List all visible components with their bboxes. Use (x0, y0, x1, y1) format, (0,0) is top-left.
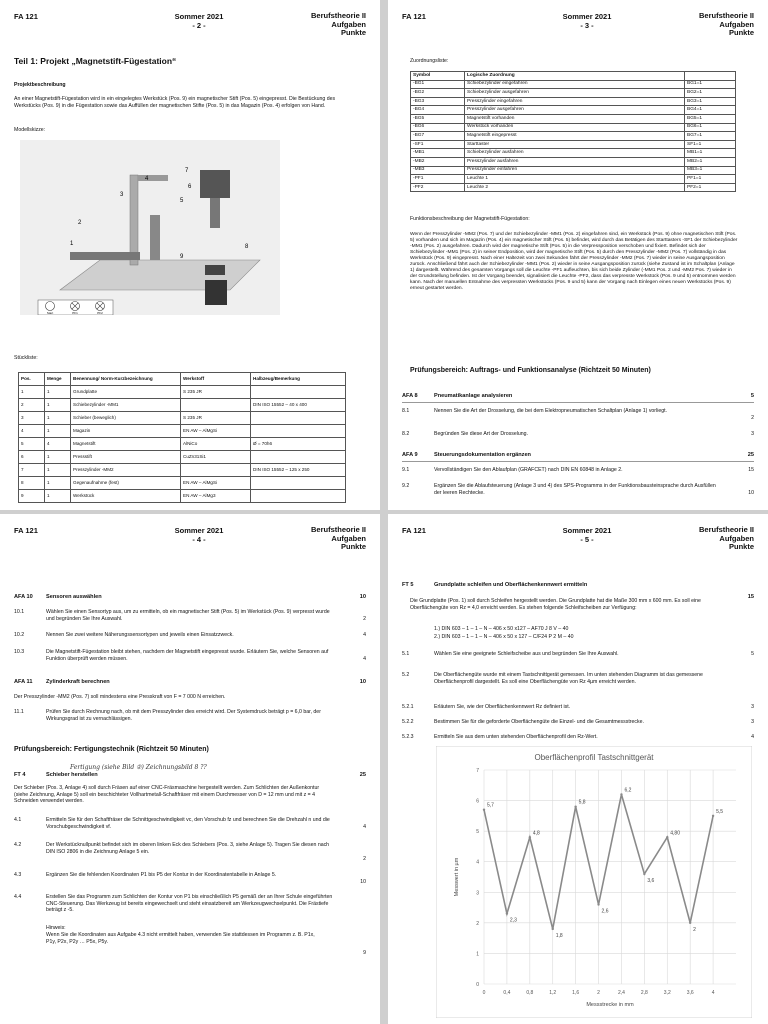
assignment-cell-value: BG1=1 (685, 80, 736, 89)
pos-label-8: 8 (245, 244, 249, 250)
pos-label-6: 6 (188, 184, 192, 190)
subject: Berufstheorie II (310, 11, 366, 20)
points-label: Punkte (728, 542, 754, 552)
ft5-heading: FT 5 Grundplatte schleifen und Oberflächenkennwert ermitteln 15 (402, 582, 754, 600)
page-number: - 3 - (580, 21, 594, 31)
page-3: FA 121 Sommer 2021 - 3 - Berufstheorie II Aufgaben Punkte Zuordnungsliste: Symbol Logische Zuordnung -BG1 Schiebezylinder eingefahren BG1=1 -BG2 Schiebezylinder ausgefahren BG2=1 -BG3 Presszylinder eingefahren BG3=1 -BG4 Presszylinder ausgefahren BG4=1 -BG5 Magnetstift vorhanden BG5=1 -BG6 Werkstück vorhanden BG6=1 -BG7 Magnetstift eingepresst BG7=1 -SF1 Starttaster SF1=1 -MB1 Schiebezylinder ausfahren MB1=1 -MB2 Presszylinder ausfahren MB2=1 -MB3 Presszylinder einfahren MB3=1 -PF1 Leuchte 1 PF1=1 -PF2 Leuchte 2 PF2=1 Funktionsbeschreibung der Magnetstift-Fügestation: Wenn der Presszylinder -MM2 (Pos. 7) und der Schiebezylinder -MM1 (Pos. 2) eingefahren sind, ein Werkstück (Pos. 9) ohne magnetischen Stift (Pos. 5) vorhanden und sich im Magazin (Pos. 4) ein magnetischer Stift (Pos. 5) befindet, wird durch das Betätigen des Starttasters -SF1 der Schiebezylinder -MM1 (Pos. 2) ausgefahren. Dadurch wird der magnetische Stift (Pos. 5) in die Verpressposition verschoben und fixiert. Befindet sich der Schiebezylinder -MM1 (Pos. 2) in seiner Endposition, wird der magnetische Stift (Pos. 5) durch den Presszylinder -MM2 (Pos. 7) vollständig in das Werkstück (Pos. 9) eingepresst. Nach einer Haltezeit von zwei Sekunden fährt der Presszylinder -MM2 (Pos. 7) wieder in seine Ausgangsposition zurück. Anschließend fährt auch der Schiebezylinder -MM1 (Pos. 2) wieder in seine Ausgangsposition zurück (siehe Zustand ist im Schaltplan (Anlage 1) dargestellt. Während des gesamten Vorgangs soll die Leuchte -PF1 aufleuchten, bis sich beide Zylinder (-MM1 Pos. 2 und -MM2 Pos. 7) wieder in der Grundstellung befinden. Ist der Vorgang beendet, signalisiert die Leuchte -PF2, dass das verpresste Werkstück (Pos. 9 und 5) entnommen werden kann. Nach der manuellen Entnahme des verpressten Werkstücks (Pos. 9 und 5) kann der Vorgang nach Einlegen eines neuen Werkstücks (Pos. 9) erneut gestartet werden. Prüfungsbereich: Auftrags- und Funktionsanalyse (Richtzeit 50 Minuten) AFA 8 Pneumatikanlage analysieren 5 8.1 Nennen Sie die Art der Drosselung, die bei dem Elektropneumatischen Schaltplan (Anlage 1) vorliegt. 2 8.2 Begründen Sie diese Art der Drosselung. 3 AFA 9 Steuerungsdokumentation ergänzen 25 9.1 Vervollständigen Sie den Ablaufplan (GRAFCET) nach DIN EN 60848 in Anlage 2. 15 9.2 Ergänzen Sie die Ablaufsteuerung (Anlage 3 und 4) des SPS-Programms in der Funktionsbausteinsprache durch Ausfüllen der leeren Rechtecke. 10 (388, 0, 768, 510)
parts-row (19, 425, 346, 438)
season: Sommer 2021 (562, 12, 612, 21)
data-label: 4,8 (532, 830, 540, 837)
assignment-cell-symbol: -BG2 (411, 89, 465, 98)
assignment-cell-value: BG3=1 (685, 97, 736, 106)
col-qty: Menge (45, 373, 71, 386)
parts-cell-name: Schiebezylinder -MM1 (71, 399, 181, 412)
pos-label-1: 1 (70, 241, 74, 247)
parts-cell-name: Magazin (71, 425, 181, 438)
part-title: Teil 1: Projekt „Magnetstift-Fügestation“ (14, 56, 177, 66)
assignment-cell-value: MB1=1 (685, 149, 736, 158)
parts-cell-name: Gegenaufnahme (fest) (71, 477, 181, 490)
page-number: - 5 - (580, 535, 594, 545)
panel-label-pf1: PF1 (72, 311, 78, 315)
subject: Berufstheorie II (310, 525, 366, 534)
assignment-row (411, 132, 736, 141)
points-label: Punkte (728, 28, 754, 38)
col-symbol: Symbol (411, 72, 465, 81)
page-2 (0, 0, 380, 510)
subject: Berufstheorie II (698, 11, 754, 20)
assignment-row (411, 183, 736, 192)
afa10-heading: AFA 10 Sensoren auswählen 10 (14, 594, 366, 600)
parts-cell-pos: 7 (19, 464, 45, 477)
parts-cell-material: EN AW – AlMgSi (181, 477, 251, 490)
data-point (483, 809, 485, 811)
data-label: 4,80 (670, 830, 681, 837)
pos-label-4: 4 (145, 176, 149, 182)
assignment-row (411, 89, 736, 98)
x-tick-label: 1,6 (572, 990, 580, 996)
y-tick-label: 5 (476, 829, 479, 836)
data-point (712, 815, 714, 817)
parts-header-row (19, 373, 346, 386)
parts-cell-remark (251, 386, 346, 399)
data-label: 5,8 (578, 799, 586, 806)
col-value (685, 72, 736, 81)
hint-text: Wenn Sie die Koordinaten aus Aufgabe 4.3 nicht ermittelt haben, verwenden Sie stattdessen im Programm z. B. P1x, P1y, P2x, P2y … P5x, P5y. (46, 932, 315, 945)
data-label: 2,6 (601, 908, 609, 915)
parts-cell-remark (251, 451, 346, 464)
parts-cell-material: S 235 JR (181, 412, 251, 425)
y-tick-label: 0 (476, 982, 479, 988)
y-tick-label: 1 (476, 951, 479, 958)
parts-cell-material (181, 399, 251, 412)
page-header (402, 12, 754, 42)
assignment-cell-assignment: Magnetstift vorhanden (465, 114, 685, 123)
season: Sommer 2021 (174, 526, 224, 535)
assignment-cell-assignment: Starttaster (465, 140, 685, 149)
assignment-cell-symbol: -BG4 (411, 106, 465, 115)
y-tick-label: 2 (476, 920, 479, 927)
doc-type: Aufgaben (719, 533, 754, 543)
parts-row (19, 451, 346, 464)
assignment-cell-assignment: Presszylinder ausfahren (465, 157, 685, 166)
parts-cell-pos: 2 (19, 399, 45, 412)
y-tick-label: 3 (476, 890, 479, 897)
pos-label-2: 2 (78, 220, 82, 226)
x-axis-label: Messstrecke in mm (586, 1002, 634, 1008)
points-label: Punkte (340, 28, 366, 38)
assignment-cell-value: BG6=1 (685, 123, 736, 132)
assignment-cell-symbol: -BG6 (411, 123, 465, 132)
data-label: 6,2 (624, 787, 632, 794)
course-code: FA 121 (14, 12, 38, 21)
data-label: 5,7 (487, 802, 494, 809)
assignment-table (410, 71, 736, 192)
assignment-cell-symbol: -BG7 (411, 132, 465, 141)
parts-row (19, 386, 346, 399)
assignment-cell-symbol: -BG1 (411, 80, 465, 89)
pos-label-7: 7 (185, 168, 189, 174)
parts-cell-material: EN AW – AlMg3 (181, 490, 251, 503)
exam-area: Prüfungsbereich: Auftrags- und Funktionsanalyse (Richtzeit 50 Minuten) (410, 367, 651, 374)
parts-cell-qty: 1 (45, 451, 71, 464)
counter-fixture (205, 280, 227, 305)
parts-cell-material: EN AW – AlMgSi (181, 425, 251, 438)
pos-label-3: 3 (120, 192, 124, 198)
assignment-cell-assignment: Schiebezylinder ausgefahren (465, 89, 685, 98)
press-rod (210, 198, 220, 228)
data-point (574, 805, 576, 807)
panel-label-pf2: PF2 (97, 311, 103, 315)
col-remark: Halbzeug/Bemerkung (251, 373, 346, 386)
x-tick-label: 2,4 (617, 990, 625, 996)
page-number: - 4 - (192, 535, 206, 545)
parts-cell-qty: 1 (45, 412, 71, 425)
assignment-cell-value: MB3=1 (685, 166, 736, 175)
model-sketch (20, 140, 280, 315)
page-number: - 2 - (192, 21, 206, 31)
parts-cell-qty: 1 (45, 477, 71, 490)
parts-row (19, 399, 346, 412)
x-tick-label: 0,8 (526, 990, 534, 996)
assignment-cell-symbol: -MB2 (411, 157, 465, 166)
surface-profile-chart (436, 746, 752, 1018)
doc-type: Aufgaben (331, 533, 366, 543)
parts-table (18, 372, 346, 503)
parts-cell-name: Grundplatte (71, 386, 181, 399)
assignment-cell-value: SF1=1 (685, 140, 736, 149)
assignment-cell-symbol: -SF1 (411, 140, 465, 149)
assignment-row (411, 140, 736, 149)
assignment-cell-symbol: -PF2 (411, 183, 465, 192)
parts-row (19, 490, 346, 503)
assignment-cell-assignment: Schiebezylinder ausfahren (465, 149, 685, 158)
data-label: 3,6 (647, 877, 655, 884)
x-tick-label: 2,8 (640, 990, 648, 996)
y-tick-label: 4 (476, 859, 479, 866)
season: Sommer 2021 (174, 12, 224, 21)
season: Sommer 2021 (562, 526, 612, 535)
x-tick-label: 3,2 (663, 990, 671, 996)
wheel-option-1: 1.) DIN 603 – 1 – 1 – N – 406 x 50 x127 – AF70 J 8 V – 40 (434, 626, 569, 632)
parts-row (19, 464, 346, 477)
assignment-cell-symbol: -MB1 (411, 149, 465, 158)
description-text: An einer Magnetstift-Fügestation wird in ein eingelegtes Werkstück (Pos. 9) ein magnetischer Stift (Pos. 5) eingepresst. Die Bestückung des Werkstücks (Pos. 9) in die Fügestation sowie das Auffüllen der magnetischen Stifte (Pos. 5) in das Magazin (Pos. 4) erfolgen von Hand. (14, 96, 336, 109)
magazine (150, 215, 160, 260)
assignment-list-title: Zuordnungsliste: (410, 58, 449, 64)
wheel-option-2: 2.) DIN 603 – 1 – 1 – N – 406 x 50 x 127 – C/F24 P 2 M – 40 (434, 634, 574, 640)
afa9-heading: AFA 9 Steuerungsdokumentation ergänzen 25 (402, 452, 754, 458)
assignment-row (411, 149, 736, 158)
data-point (689, 922, 691, 924)
parts-cell-pos: 9 (19, 490, 45, 503)
start-button-icon (46, 302, 55, 311)
assignment-cell-symbol: -BG5 (411, 114, 465, 123)
assignment-cell-assignment: Schiebezylinder eingefahren (465, 80, 685, 89)
afa8-heading: AFA 8 Pneumatikanlage analysieren 5 (402, 393, 754, 399)
parts-cell-remark (251, 425, 346, 438)
parts-cell-remark (251, 490, 346, 503)
assignment-cell-symbol: -PF1 (411, 175, 465, 184)
col-material: Werkstoff (181, 373, 251, 386)
handwritten-note: Fertigung (siehe Bild ②) Zeichnungsbild 8 ?? (70, 764, 207, 771)
ft5-intro: Die Grundplatte (Pos. 1) soll durch Schleifen hergestellt werden. Die Grundplatte hat die Maße 300 mm x 600 mm. Es soll eine Oberflächengüte von Rz = 4,0 erreicht werden. Es stehen folgende Schleifscheiben zur Verfügung: (410, 598, 701, 611)
assignment-cell-value: BG7=1 (685, 132, 736, 141)
parts-cell-pos: 6 (19, 451, 45, 464)
assignment-cell-assignment: Leuchte 2 (465, 183, 685, 192)
parts-cell-qty: 1 (45, 399, 71, 412)
data-point (597, 903, 599, 905)
x-tick-label: 0,4 (503, 990, 511, 996)
page-5: FA 121 Sommer 2021 - 5 - Berufstheorie II Aufgaben Punkte FT 5 Grundplatte schleifen und Oberflächenkennwert ermitteln 15 Die Grundplatte (Pos. 1) soll durch Schleifen hergestellt werden. Die Grundplatte hat die Maße 300 mm x 600 mm. Es soll eine Oberflächengüte von Rz = 4,0 erreicht werden. Es stehen folgende Schleifscheiben zur Verfügung: 1.) DIN 603 – 1 – 1 – N – 406 x 50 x127 – AF70 J 8 V – 40 2.) DIN 603 – 1 – 1 – N – 406 x 50 x 127 – C/F24 P 2 M – 40 5.1 Wählen Sie eine geeignete Schleifscheibe aus und begründen Sie Ihre Auswahl. 5 5.2 Die Oberflächengüte wurde mit einem Tastschnittgerät gemessen. Im unten stehenden Diagramm ist das gemessene Oberflächenprofil dargestellt. Es soll eine Oberflächengüte von Rz 4µm erreicht werden. 5.2.1 Erläutern Sie, wie der Oberflächenkennwert Rz definiert ist. 3 5.2.2 Bestimmen Sie für die geforderte Oberflächengüte die Einzel- und die Gesamtmessstrecke. 3 5.2.3 Ermitteln Sie aus dem unten stehenden Oberflächenprofil den Rz-Wert. 4 Oberflächenprofil Tastschnittgerät 0 1 2 3 4 5 6 7 0 0,4 0,8 1,2 1,6 2 2,4 2,8 3,2 3,6 4 Messstrecke in mm Messwert in µm 5,7 2,3 4,8 1,8 5,8 2,6 6,2 3,6 4,80 2 5,5 (388, 514, 768, 1024)
parts-cell-qty: 1 (45, 490, 71, 503)
assignment-row (411, 97, 736, 106)
parts-cell-qty: 1 (45, 464, 71, 477)
assignment-cell-value: BG2=1 (685, 89, 736, 98)
doc-type: Aufgaben (331, 19, 366, 29)
assignment-cell-symbol: -MB3 (411, 166, 465, 175)
parts-cell-remark: DIN ISO 15552 – 40 x 400 (251, 399, 346, 412)
parts-cell-material: AlNiCo (181, 438, 251, 451)
parts-cell-pos: 1 (19, 386, 45, 399)
function-description-title: Funktionsbeschreibung der Magnetstift-Fügestation: (410, 216, 530, 222)
course-code: FA 121 (402, 12, 426, 21)
sketch-label: Modellskizze: (14, 127, 46, 133)
doc-type: Aufgaben (719, 19, 754, 29)
x-tick-label: 0 (482, 990, 486, 996)
parts-cell-qty: 1 (45, 425, 71, 438)
assignment-cell-symbol: -BG3 (411, 97, 465, 106)
parts-cell-material (181, 464, 251, 477)
parts-row (19, 412, 346, 425)
assignment-cell-value: BG4=1 (685, 106, 736, 115)
data-point (552, 928, 554, 930)
pos-label-5: 5 (180, 198, 184, 204)
data-point (620, 793, 622, 795)
parts-cell-remark (251, 412, 346, 425)
x-tick-label: 1,2 (549, 990, 557, 996)
ft4-intro: Der Schieber (Pos. 3, Anlage 4) soll durch Fräsen auf einer CNC-Fräsmaschine hergestellt werden. Zum Schlichten der Außenkontur (siehe Zeichnung, Anlage 5) soll ein beschichteter Vollhartmetall-Schaftfräser mit einem Durchmesser von D = 12 mm und mit z = 4 Schneiden verwendet werden. (14, 785, 320, 804)
data-label: 2 (693, 926, 696, 933)
afa11-heading: AFA 11 Zylinderkraft berechnen 10 (14, 679, 366, 685)
data-point (529, 836, 531, 838)
parts-cell-material: CuZn31Si1 (181, 451, 251, 464)
column (130, 175, 138, 265)
assignment-row (411, 175, 736, 184)
assignment-cell-value: PF1=1 (685, 175, 736, 184)
assignment-cell-assignment: Presszylinder ausgefahren (465, 106, 685, 115)
assignment-row (411, 123, 736, 132)
page-header (14, 12, 366, 42)
arm (138, 175, 168, 181)
assignment-row (411, 80, 736, 89)
parts-cell-qty: 4 (45, 438, 71, 451)
assignment-row (411, 106, 736, 115)
parts-cell-name: Magnetstift (71, 438, 181, 451)
assignment-cell-assignment: Leuchte 1 (465, 175, 685, 184)
assignment-row (411, 157, 736, 166)
data-label: 1,8 (555, 932, 563, 939)
description-heading: Projektbeschreibung (14, 82, 66, 88)
parts-cell-pos: 5 (19, 438, 45, 451)
parts-cell-name: Werkstück (71, 490, 181, 503)
data-point (666, 836, 668, 838)
course-code: FA 121 (402, 526, 426, 535)
page-header (14, 526, 366, 556)
parts-cell-remark (251, 477, 346, 490)
assignment-cell-value: BG5=1 (685, 114, 736, 123)
col-pos: Pos. (19, 373, 45, 386)
x-tick-label: 4 (711, 990, 715, 996)
data-point (643, 873, 645, 875)
x-tick-label: 2 (597, 990, 600, 996)
pos-label-9: 9 (180, 254, 184, 260)
workpiece-holder (205, 265, 225, 275)
x-tick-label: 3,6 (686, 990, 694, 996)
page-header (402, 526, 754, 556)
parts-list-title: Stückliste: (14, 355, 38, 361)
parts-cell-pos: 3 (19, 412, 45, 425)
parts-row (19, 438, 346, 451)
parts-cell-name: Pressstift (71, 451, 181, 464)
assignment-cell-assignment: Magnetstift eingepresst (465, 132, 685, 141)
data-label: 2,3 (509, 917, 517, 924)
subject: Berufstheorie II (698, 525, 754, 534)
parts-cell-name: Presszylinder -MM2 (71, 464, 181, 477)
parts-cell-pos: 8 (19, 477, 45, 490)
parts-cell-material: S 235 JR (181, 386, 251, 399)
parts-cell-qty: 1 (45, 386, 71, 399)
data-label: 5,5 (716, 808, 724, 815)
points-label: Punkte (340, 542, 366, 552)
assignment-cell-assignment: Presszylinder eingefahren (465, 97, 685, 106)
assignment-cell-value: PF2=1 (685, 183, 736, 192)
hint-heading: Hinweis: (46, 925, 66, 931)
y-tick-label: 7 (476, 768, 479, 774)
assignment-row (411, 166, 736, 175)
course-code: FA 121 (14, 526, 38, 535)
assignment-row (411, 114, 736, 123)
col-name: Benennung/ Norm-Kurzbezeichnung (71, 373, 181, 386)
assignment-cell-assignment: Presszylinder einfahren (465, 166, 685, 175)
chart-title: Oberflächenprofil Tastschnittgerät (534, 753, 654, 762)
exam-area: Prüfungsbereich: Fertigungstechnik (Richtzeit 50 Minuten) (14, 746, 209, 753)
assignment-cell-assignment: Werkstück vorhanden (465, 123, 685, 132)
function-description: Wenn der Presszylinder -MM2 (Pos. 7) und der Schiebezylinder -MM1 (Pos. 2) eingefahren sind, ein Werkstück (Pos. 9) ohne magnetischen Stift (Pos. 5) vorhanden und sich im Magazin (Pos. 4) ein magnetischer Stift (Pos. 5) befindet, wird durch das Betätigen des Starttasters -SF1 der Schiebezylinder -MM1 (Pos. 2) ausgefahren. Dadurch wird der magnetische Stift (Pos. 5) in die Verpressposition verschoben und fixiert. Befindet sich der Schiebezylinder -MM1 (Pos. 2) in seiner Endposition, wird der magnetische Stift (Pos. 5) durch den Presszylinder -MM2 (Pos. 7) vollständig in das Werkstück (Pos. 9) eingepresst. Nach einer Haltezeit von zwei Sekunden fährt der Presszylinder -MM2 (Pos. 7) wieder in seine Ausgangsposition zurück. Anschließend fährt auch der Schiebezylinder -MM1 (Pos. 2) wieder in seine Ausgangsposition zurück (siehe Zustand ist im Schaltplan (Anlage 1) dargestellt. Während des gesamten Vorgangs soll die Leuchte -PF1 aufleuchten, bis sich beide Zylinder (-MM1 Pos. 2 und -MM2 Pos. 7) wieder in der Grundstellung befinden. Ist der Vorgang beendet, signalisiert die Leuchte -PF2, dass das verpresste Werkstück (Pos. 9 und 5) entnommen werden kann. Nach der manuellen Entnahme des verpressten Werkstücks (Pos. 9 und 5) kann der Vorgang nach Einlegen eines neuen Werkstücks (Pos. 9) erneut gestartet werden. (410, 232, 738, 291)
parts-cell-pos: 4 (19, 425, 45, 438)
col-assignment: Logische Zuordnung (465, 72, 685, 81)
slide-cylinder (70, 252, 140, 260)
page-4: FA 121 Sommer 2021 - 4 - Berufstheorie II Aufgaben Punkte AFA 10 Sensoren auswählen 10 10.1 Wählen Sie einen Sensortyp aus, um zu ermitteln, ob ein magnetischer Stift (Pos. 5) im Werkstück (Pos. 9) verpresst wurde und begründen Sie Ihre Auswahl. 2 10.2 Nennen Sie zwei weitere Näherungssensortypen und jeweils einen Einsatzzweck. 4 10.3 Die Magnetstift-Fügestation bleibt stehen, nachdem der Magnetstift eingepresst wurde. Erläutern Sie, welche Sensoren auf Funktion überprüft werden müssen. 4 AFA 11 Zylinderkraft berechnen 10 Der Presszylinder -MM2 (Pos. 7) soll mindestens eine Presskraft von F = 7 000 N erreichen. 11.1 Prüfen Sie durch Rechnung nach, ob mit dem Presszylinder dies erreicht wird. Der Systemdruck beträgt p = 6,0 bar, der Wirkungsgrad ist zu vernachlässigen. Prüfungsbereich: Fertigungstechnik (Richtzeit 50 Minuten) FT 4 Schieber herstellen 25 Fertigung (siehe Bild ②) Zeichnungsbild 8 ?? Der Schieber (Pos. 3, Anlage 4) soll durch Fräsen auf einer CNC-Fräsmaschine hergestellt werden. Zum Schlichten der Außenkontur (siehe Zeichnung, Anlage 5) soll ein beschichteter Vollhartmetall-Schaftfräser mit einem Durchmesser von D = 12 mm und mit z = 4 Schneiden verwendet werden. 4.1 Ermitteln Sie für den Schaftfräser die Schnittgeschwindigkeit vc, den Vorschub fz und berechnen Sie die Drehzahl n und die Vorschubgeschwindigkeit vf. 4 4.2 Der Werkstücknullpunkt befindet sich im oberen linken Eck des Schiebers (Pos. 3, siehe Anlage 5). Tragen Sie diesen nach DIN ISO 2806 in die Zeichnung Anlage 5 ein. 2 4.3 Ergänzen Sie die fehlenden Koordinaten P1 bis P5 der Kontur in der Koordinatentabelle in Anlage 5. 10 4.4 Erstellen Sie das Programm zum Schlichten der Kontur von P1 bis einschließlich P5 gemäß der an Ihrer Schule eingeführten CNC-Steuerung. Das Werkzeug ist bereits eingewechselt und steht einsatzbereit am Werkzeugwechselpunkt. Die Frästiefe beträgt z -5. 9 Hinweis: Wenn Sie die Koordinaten aus Aufgabe 4.3 nicht ermittelt haben, verwenden Sie stattdessen im Programm z. B. P1x, P1y, P2x, P2y … P5x, P5y. (0, 514, 380, 1024)
panel-label-start: Start (46, 311, 54, 315)
press-cylinder (200, 170, 230, 198)
data-point (506, 912, 508, 914)
y-axis-label: Messwert in µm (454, 857, 460, 897)
y-tick-label: 6 (476, 798, 479, 805)
parts-cell-remark: Ø = 70h6 (251, 438, 346, 451)
afa11-intro: Der Presszylinder -MM2 (Pos. 7) soll mindestens eine Presskraft von F = 7 000 N erreichen. (14, 694, 226, 700)
ft4-heading: FT 4 Schieber herstellen 25 (14, 772, 366, 778)
parts-row (19, 477, 346, 490)
assignment-cell-value: MB2=1 (685, 157, 736, 166)
parts-cell-remark: DIN ISO 15552 – 125 x 250 (251, 464, 346, 477)
parts-cell-name: Schieber (beweglich) (71, 412, 181, 425)
